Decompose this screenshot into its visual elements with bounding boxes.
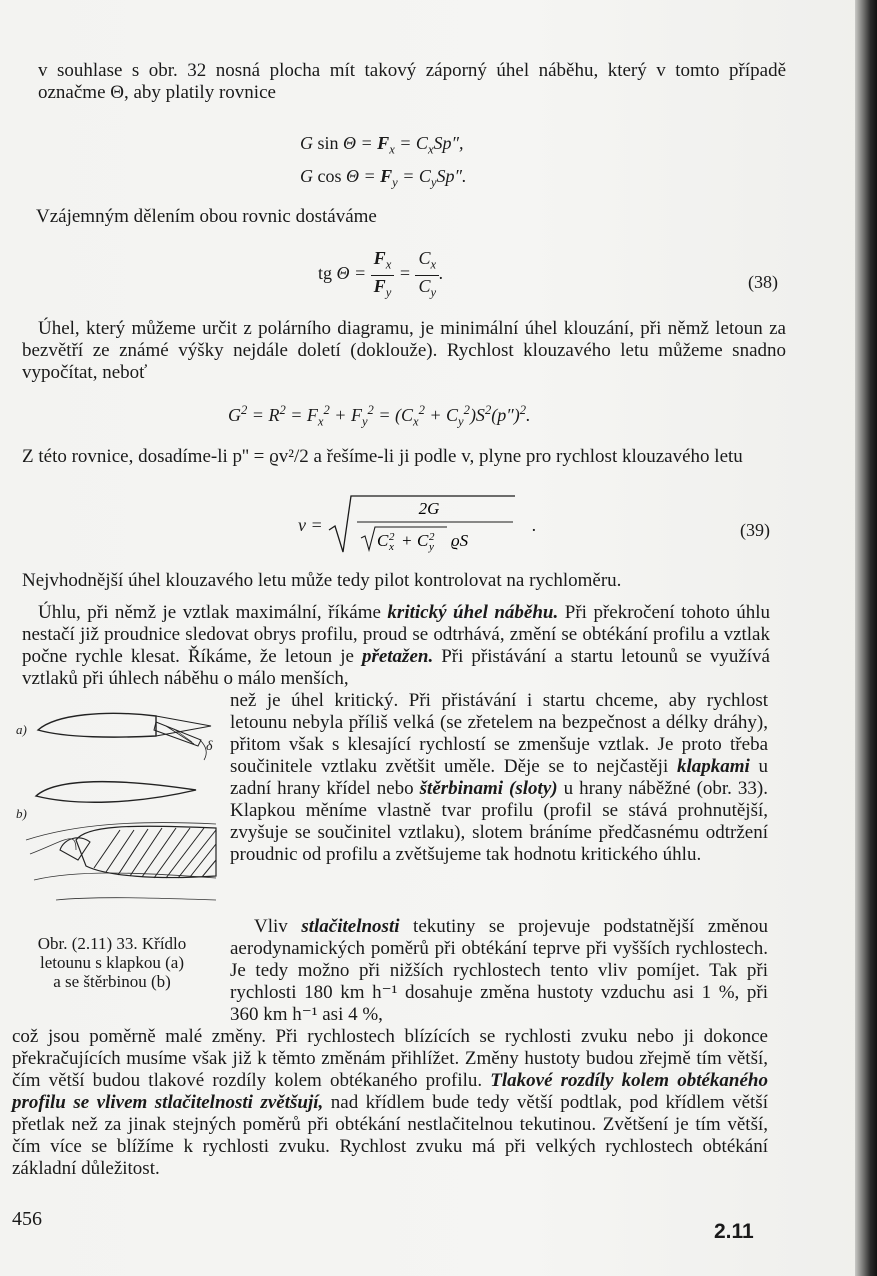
equation-38: tg Θ = $\frac{F_x}{F_y}$ = $\frac{C_x}{C_y}$ . [318,248,444,300]
svg-text:C: C [377,531,389,550]
svg-text:2G: 2G [418,499,440,518]
equation-g-squared: $G^2 = R^2 = F_x^2 + F_y^2 = (C_x^2 + C_y^2)S^2(p'')^2$. [228,403,531,429]
figure-label-delta: δ [206,739,213,754]
term-flaps: klapkami [676,756,750,777]
paragraph-glide-angle: Úhel, který můžeme určit z polárního diagramu, je minimální úhel klouzání, při němž letoun za bezvětří ze známé výšky nejdále doletí (doklouže). Rychlost klouzavého letu můžeme snadno vypočítat, neboť [22,318,786,383]
svg-text:x: x [389,541,395,553]
wing-figure [16,700,228,910]
svg-text:ϱS: ϱS [451,531,469,550]
svg-text:y: y [429,541,435,553]
wing-profile-with-flap [38,713,211,760]
svg-text:C: C [417,531,429,550]
paragraph-compressibility: Vliv stlačitelnosti tekutiny se projevuje podstatnější změnou aerodynamických poměrů při obtékání teprve při vyšších rychlostech. Je tedy možno při nižších rychlostech tento vliv pomíjet. Tak při rychlosti 180 km h⁻¹ dosahuje změna hustoty vzduchu asi 1 %, při 360 km h⁻¹ asi 4 %, [230,916,768,1025]
figure-caption: Obr. (2.11) 33. Křídlo letounu s klapkou (a) a se štěrbinou (b) [37,934,187,991]
svg-text:2: 2 [389,531,395,543]
equation-g-sin: G $\sin \Theta = F_x = C_xSp''$, [300,133,464,157]
paragraph-pilot: Nejvhodnější úhel klouzavého letu může tedy pilot kontrolovat na rychloměru. [22,570,622,591]
term-critical-angle: kritický úhel náběhu. [387,602,559,623]
equation-number-39: (39) [740,520,770,540]
term-pressure-differences: Tlakové rozdíly kolem obtékaného profilu se vlivem stlačitelnosti zvětšují, [12,1070,768,1113]
paragraph-pressure-differences: což jsou poměrně malé změny. Při rychlostech blízících se rychlosti zvuku nebo ji dokonce překračujících musíme však již k těmto změnám přihlížet. Změny hustoty budou zřejmě tím větší, čím větší budou tlakové rozdíly kolem obtékaného profilu. Tlakové rozdíly kolem obtékaného profilu se vlivem stlačitelnosti zvětšují, nad křídlem bude tedy větší podtlak, pod křídlem větší přetlak než za jinak stejných poměrů při obtékání nestlačitelnou tekutinou. Zvětšení je tím větší, čím více se blížíme k rychlosti zvuku. Rychlost zvuku má při velkých rychlostech obtékání základní důležitost. [12,1026,768,1179]
paragraph-critical-angle: Úhlu, při němž je vztlak maximální, říkáme kritický úhel náběhu. Při překročení tohoto úhlu nestačí již proudnice sledovat obrys profilu, proud se odtrhává, změní se obtékání profilu a vztlak počne rychle klesat. Říkáme, že letoun je přetažen. Při přistávání a startu letounů se využívá vztlaků při úhlech náběhu o málo menších, [22,602,771,689]
wing-profile-with-slot [26,782,216,900]
term-stalled: přetažen. [361,646,434,667]
paragraph-flaps-slots: než je úhel kritický. Při přistávání i startu chceme, aby rychlost letounu nebyla příliš velká (se zřetelem na bezpečnost a délky dráhy), přitom však s klesající rychlostí se zmenšuje vztlak. Je proto třeba součinitele vztlaku zvětšit uměle. Děje se to nejčastěji klapkami u zadní hrany křídel nebo štěrbinami (sloty) u hrany náběžné (obr. 33). Klapkou měníme vlastně tvar profilu (profil se stává prohnutější, zvyšuje se součinitel vztlaku), slotem bráníme předčasnému odtržení proudnic od profilu a zvětšujeme tak hodnotu kritického úhlu. [230,690,769,865]
figure-label-a: a) [16,722,27,737]
term-compressibility: stlačitelnosti [301,916,400,937]
svg-text:+: + [401,531,413,550]
paragraph-division: Vzájemným dělením obou rovnic dostáváme [36,206,377,227]
svg-text:2: 2 [429,531,435,543]
equation-39: v = 2G C 2 x + C 2 y ϱS . [298,494,536,556]
equation-number-38: (38) [748,272,778,292]
paragraph-intro: v souhlase s obr. 32 nosná plocha mít takový záporný úhel náběhu, který v tomto případě označme Θ, aby platily rovnice [38,60,786,103]
book-binding-shadow [855,0,877,1276]
paragraph-substitution: Z této rovnice, dosadíme-li p'' = ϱv²/2 a řešíme-li ji podle v, plyne pro rychlost klouzavého letu [22,446,743,467]
figure-label-b: b) [16,806,27,821]
sqrt-formula [327,494,527,556]
equation-g-cos: G $\cos \Theta = F_y = C_ySp''$. [300,166,467,190]
section-number: 2.11 [714,1220,754,1243]
page-number: 456 [12,1208,42,1230]
term-slots: štěrbinami (sloty) [419,778,558,799]
